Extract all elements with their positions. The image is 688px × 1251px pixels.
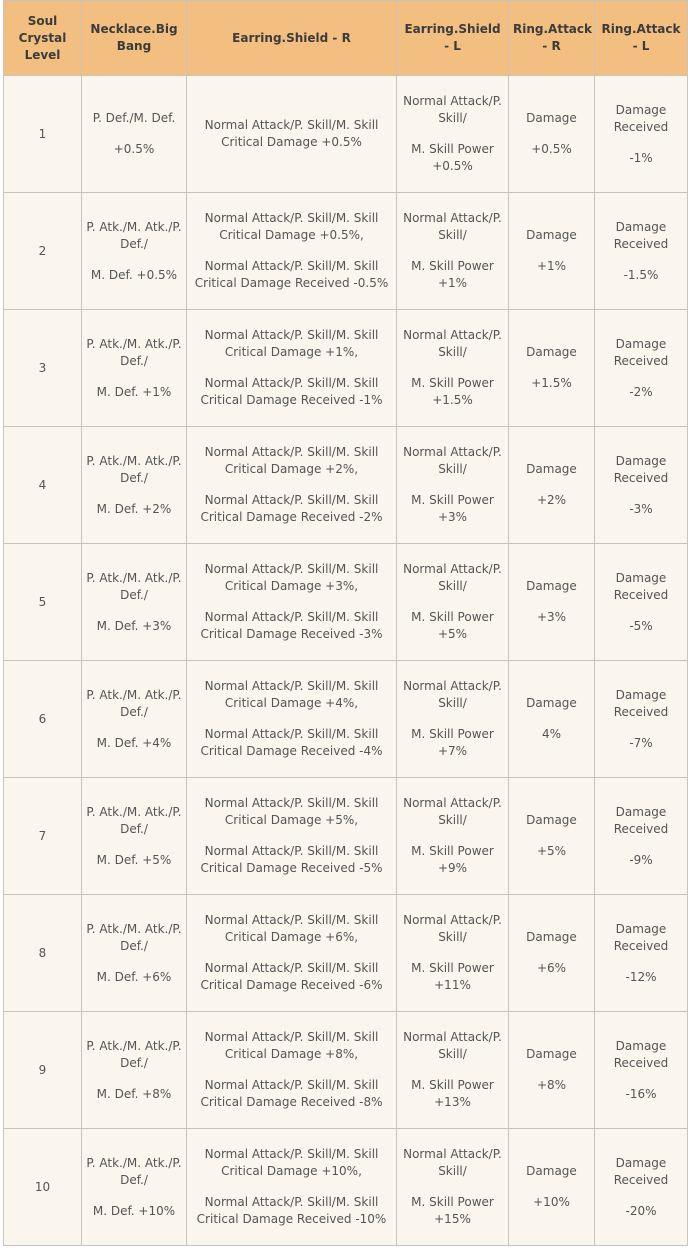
header-earring-r: Earring.Shield - R: [187, 1, 397, 76]
earring-l-value: M. Skill Power +5%: [411, 610, 494, 641]
necklace-value: M. Def. +10%: [92, 1203, 176, 1218]
ring-l-cell: [595, 1129, 688, 1246]
earring-l-stat: Normal Attack/P. Skill/: [403, 1147, 502, 1178]
ring-r-value: +0.5%: [531, 142, 572, 156]
ring-l-stat: Damage Received: [613, 1038, 669, 1070]
level-value: 3: [38, 360, 47, 375]
ring-r-cell: [509, 778, 595, 895]
earring-l-value: M. Skill Power +11%: [411, 961, 494, 992]
earring-r-effect-2: Normal Attack/P. Skill/M. Skill Critical Damage Received -5%: [200, 844, 383, 875]
earring-l-stat: Normal Attack/P. Skill/: [403, 679, 502, 710]
ring-r-cell: [509, 76, 595, 193]
header-ring-r: Ring.Attack - R: [509, 1, 595, 76]
ring-r-value: 4%: [541, 727, 562, 741]
ring-l-cell: [595, 310, 688, 427]
necklace-cell: [82, 1012, 187, 1129]
earring-l-value: M. Skill Power +0.5%: [411, 142, 494, 173]
earring-r-effect: Normal Attack/P. Skill/M. Skill Critical Damage +0.5%: [204, 118, 379, 149]
level-value: 6: [38, 711, 47, 726]
level-value: 5: [38, 594, 47, 609]
earring-r-cell: [187, 427, 397, 544]
ring-r-value: +8%: [536, 1078, 567, 1092]
earring-r-cell: [187, 544, 397, 661]
level-value: 4: [38, 477, 47, 492]
ring-l-stat: Damage Received: [613, 219, 669, 251]
level-value: 7: [38, 828, 47, 843]
table-row: [4, 193, 688, 310]
earring-l-cell: [397, 544, 509, 661]
earring-r-effect: Normal Attack/P. Skill/M. Skill Critical Damage +6%,: [204, 913, 379, 944]
earring-l-stat: Normal Attack/P. Skill/: [403, 328, 502, 359]
earring-l-value: M. Skill Power +9%: [411, 844, 494, 875]
ring-l-stat: Damage Received: [613, 102, 669, 134]
table-row: [4, 661, 688, 778]
necklace-stat: P. Atk./M. Atk./P. Def./: [86, 336, 182, 368]
ring-r-value: +10%: [533, 1195, 570, 1209]
earring-r-effect-2: Normal Attack/P. Skill/M. Skill Critical Damage Received -3%: [200, 610, 383, 641]
ring-l-stat: Damage Received: [613, 570, 669, 602]
level-cell: [4, 1012, 82, 1129]
necklace-value: M. Def. +2%: [96, 501, 172, 516]
ring-r-cell: [509, 427, 595, 544]
earring-r-effect-2: Normal Attack/P. Skill/M. Skill Critical Damage Received -10%: [196, 1195, 387, 1226]
ring-r-cell: [509, 1012, 595, 1129]
ring-l-stat: Damage Received: [613, 453, 669, 485]
earring-l-value: M. Skill Power +7%: [411, 727, 494, 758]
level-value: 9: [38, 1062, 47, 1077]
ring-l-value: -2%: [629, 384, 653, 399]
earring-l-cell: [397, 193, 509, 310]
ring-r-value: +6%: [536, 961, 567, 975]
earring-r-effect: Normal Attack/P. Skill/M. Skill Critical Damage +8%,: [204, 1030, 379, 1061]
ring-r-cell: [509, 1129, 595, 1246]
ring-r-stat: Damage: [526, 462, 577, 476]
earring-r-effect-2: Normal Attack/P. Skill/M. Skill Critical Damage Received -8%: [200, 1078, 383, 1109]
necklace-stat: P. Atk./M. Atk./P. Def./: [86, 219, 182, 251]
earring-l-value: M. Skill Power +13%: [411, 1078, 494, 1109]
level-cell: [4, 310, 82, 427]
earring-l-cell: [397, 1012, 509, 1129]
necklace-cell: [82, 193, 187, 310]
earring-r-cell: [187, 661, 397, 778]
necklace-stat: P. Atk./M. Atk./P. Def./: [86, 687, 182, 719]
level-cell: [4, 661, 82, 778]
ring-l-cell: [595, 544, 688, 661]
table-row: [4, 778, 688, 895]
earring-l-stat: Normal Attack/P. Skill/: [403, 211, 502, 242]
table-body: [4, 76, 688, 1246]
ring-l-value: -20%: [625, 1203, 657, 1218]
level-cell: [4, 895, 82, 1012]
level-cell: [4, 76, 82, 193]
header-row: [4, 1, 688, 76]
ring-r-value: +1.5%: [531, 376, 572, 390]
level-value: 2: [38, 243, 47, 258]
ring-r-stat: Damage: [526, 696, 577, 710]
necklace-cell: [82, 661, 187, 778]
earring-l-value: M. Skill Power +1.5%: [411, 376, 494, 407]
ring-r-stat: Damage: [526, 345, 577, 359]
ring-r-stat: Damage: [526, 579, 577, 593]
earring-l-stat: Normal Attack/P. Skill/: [403, 562, 502, 593]
earring-l-cell: [397, 427, 509, 544]
earring-l-cell: [397, 778, 509, 895]
ring-l-cell: [595, 661, 688, 778]
necklace-cell: [82, 778, 187, 895]
earring-l-value: M. Skill Power +3%: [411, 493, 494, 524]
ring-l-stat: Damage Received: [613, 804, 669, 836]
earring-r-effect: Normal Attack/P. Skill/M. Skill Critical Damage +2%,: [204, 445, 379, 476]
ring-r-stat: Damage: [526, 111, 577, 125]
ring-r-cell: [509, 895, 595, 1012]
ring-l-value: -1%: [629, 150, 653, 165]
ring-r-stat: Damage: [526, 813, 577, 827]
earring-l-stat: Normal Attack/P. Skill/: [403, 1030, 502, 1061]
level-cell: [4, 1129, 82, 1246]
earring-l-value: M. Skill Power +15%: [411, 1195, 494, 1226]
table-row: [4, 544, 688, 661]
earring-l-value: M. Skill Power +1%: [411, 259, 494, 290]
earring-r-effect: Normal Attack/P. Skill/M. Skill Critical Damage +10%,: [204, 1147, 379, 1178]
necklace-value: M. Def. +6%: [96, 969, 172, 984]
earring-r-effect: Normal Attack/P. Skill/M. Skill Critical Damage +4%,: [204, 679, 379, 710]
ring-r-cell: [509, 544, 595, 661]
ring-l-value: -16%: [625, 1086, 657, 1101]
necklace-stat: P. Def./M. Def.: [92, 111, 176, 125]
earring-r-cell: [187, 76, 397, 193]
level-cell: [4, 427, 82, 544]
earring-r-effect-2: Normal Attack/P. Skill/M. Skill Critical Damage Received -4%: [200, 727, 383, 758]
earring-r-cell: [187, 1012, 397, 1129]
ring-l-value: -12%: [625, 969, 657, 984]
ring-l-cell: [595, 427, 688, 544]
earring-l-cell: [397, 661, 509, 778]
necklace-cell: [82, 427, 187, 544]
ring-r-cell: [509, 310, 595, 427]
ring-r-value: +1%: [536, 259, 567, 273]
table-row: [4, 76, 688, 193]
earring-l-cell: [397, 310, 509, 427]
earring-r-effect-2: Normal Attack/P. Skill/M. Skill Critical Damage Received -0.5%: [194, 259, 389, 290]
necklace-stat: P. Atk./M. Atk./P. Def./: [86, 1155, 182, 1187]
ring-l-cell: [595, 1012, 688, 1129]
earring-l-cell: [397, 76, 509, 193]
necklace-cell: [82, 1129, 187, 1246]
ring-l-cell: [595, 895, 688, 1012]
ring-l-stat: Damage Received: [613, 1155, 669, 1187]
ring-l-value: -9%: [629, 852, 653, 867]
table-row: [4, 1012, 688, 1129]
ring-r-cell: [509, 661, 595, 778]
necklace-value: M. Def. +1%: [96, 384, 172, 399]
table-row: [4, 895, 688, 1012]
necklace-value: +0.5%: [113, 142, 155, 156]
ring-l-value: -5%: [629, 618, 653, 633]
level-value: 10: [34, 1179, 51, 1194]
necklace-cell: [82, 895, 187, 1012]
ring-r-value: +5%: [536, 844, 567, 858]
level-value: 1: [38, 126, 47, 141]
header-necklace: Necklace.Big Bang: [82, 1, 187, 76]
earring-l-stat: Normal Attack/P. Skill/: [403, 445, 502, 476]
ring-r-stat: Damage: [526, 930, 577, 944]
necklace-value: M. Def. +5%: [96, 852, 172, 867]
ring-r-stat: Damage: [526, 1047, 577, 1061]
ring-r-value: +2%: [536, 493, 567, 507]
level-cell: [4, 193, 82, 310]
necklace-cell: [82, 544, 187, 661]
ring-l-value: -3%: [629, 501, 653, 516]
ring-r-cell: [509, 193, 595, 310]
necklace-value: M. Def. +0.5%: [90, 267, 178, 282]
earring-r-cell: [187, 778, 397, 895]
earring-r-cell: [187, 1129, 397, 1246]
earring-r-cell: [187, 193, 397, 310]
ring-l-cell: [595, 193, 688, 310]
table-row: [4, 427, 688, 544]
earring-r-effect: Normal Attack/P. Skill/M. Skill Critical Damage +0.5%,: [204, 211, 379, 242]
earring-l-cell: [397, 1129, 509, 1246]
ring-l-value: -1.5%: [623, 267, 659, 282]
earring-l-cell: [397, 895, 509, 1012]
level-value: 8: [38, 945, 47, 960]
earring-r-effect-2: Normal Attack/P. Skill/M. Skill Critical Damage Received -6%: [200, 961, 383, 992]
header-ring-l: Ring.Attack - L: [595, 1, 688, 76]
necklace-stat: P. Atk./M. Atk./P. Def./: [86, 921, 182, 953]
ring-l-stat: Damage Received: [613, 921, 669, 953]
ring-r-stat: Damage: [526, 228, 577, 242]
header-level: Soul Crystal Level: [4, 1, 82, 76]
necklace-stat: P. Atk./M. Atk./P. Def./: [86, 453, 182, 485]
necklace-stat: P. Atk./M. Atk./P. Def./: [86, 570, 182, 602]
earring-l-stat: Normal Attack/P. Skill/: [403, 94, 502, 125]
necklace-cell: [82, 76, 187, 193]
table-header: [4, 1, 688, 76]
necklace-value: M. Def. +3%: [96, 618, 172, 633]
earring-r-effect-2: Normal Attack/P. Skill/M. Skill Critical Damage Received -2%: [200, 493, 383, 524]
necklace-value: M. Def. +4%: [96, 735, 172, 750]
earring-l-stat: Normal Attack/P. Skill/: [403, 913, 502, 944]
earring-r-effect-2: Normal Attack/P. Skill/M. Skill Critical Damage Received -1%: [200, 376, 383, 407]
level-cell: [4, 778, 82, 895]
ring-l-stat: Damage Received: [613, 687, 669, 719]
table-row: [4, 1129, 688, 1246]
header-earring-l: Earring.Shield - L: [397, 1, 509, 76]
necklace-stat: P. Atk./M. Atk./P. Def./: [86, 1038, 182, 1070]
earring-r-effect: Normal Attack/P. Skill/M. Skill Critical Damage +3%,: [204, 562, 379, 593]
ring-l-cell: [595, 778, 688, 895]
necklace-value: M. Def. +8%: [96, 1086, 172, 1101]
ring-l-value: -7%: [629, 735, 653, 750]
necklace-cell: [82, 310, 187, 427]
earring-r-effect: Normal Attack/P. Skill/M. Skill Critical Damage +1%,: [204, 328, 379, 359]
earring-r-cell: [187, 895, 397, 1012]
earring-r-effect: Normal Attack/P. Skill/M. Skill Critical Damage +5%,: [204, 796, 379, 827]
earring-r-cell: [187, 310, 397, 427]
ring-l-cell: [595, 76, 688, 193]
ring-l-stat: Damage Received: [613, 336, 669, 368]
necklace-stat: P. Atk./M. Atk./P. Def./: [86, 804, 182, 836]
soul-crystal-table: [3, 0, 688, 1246]
level-cell: [4, 544, 82, 661]
table-row: [4, 310, 688, 427]
earring-l-stat: Normal Attack/P. Skill/: [403, 796, 502, 827]
ring-r-value: +3%: [536, 610, 567, 624]
ring-r-stat: Damage: [526, 1164, 577, 1178]
